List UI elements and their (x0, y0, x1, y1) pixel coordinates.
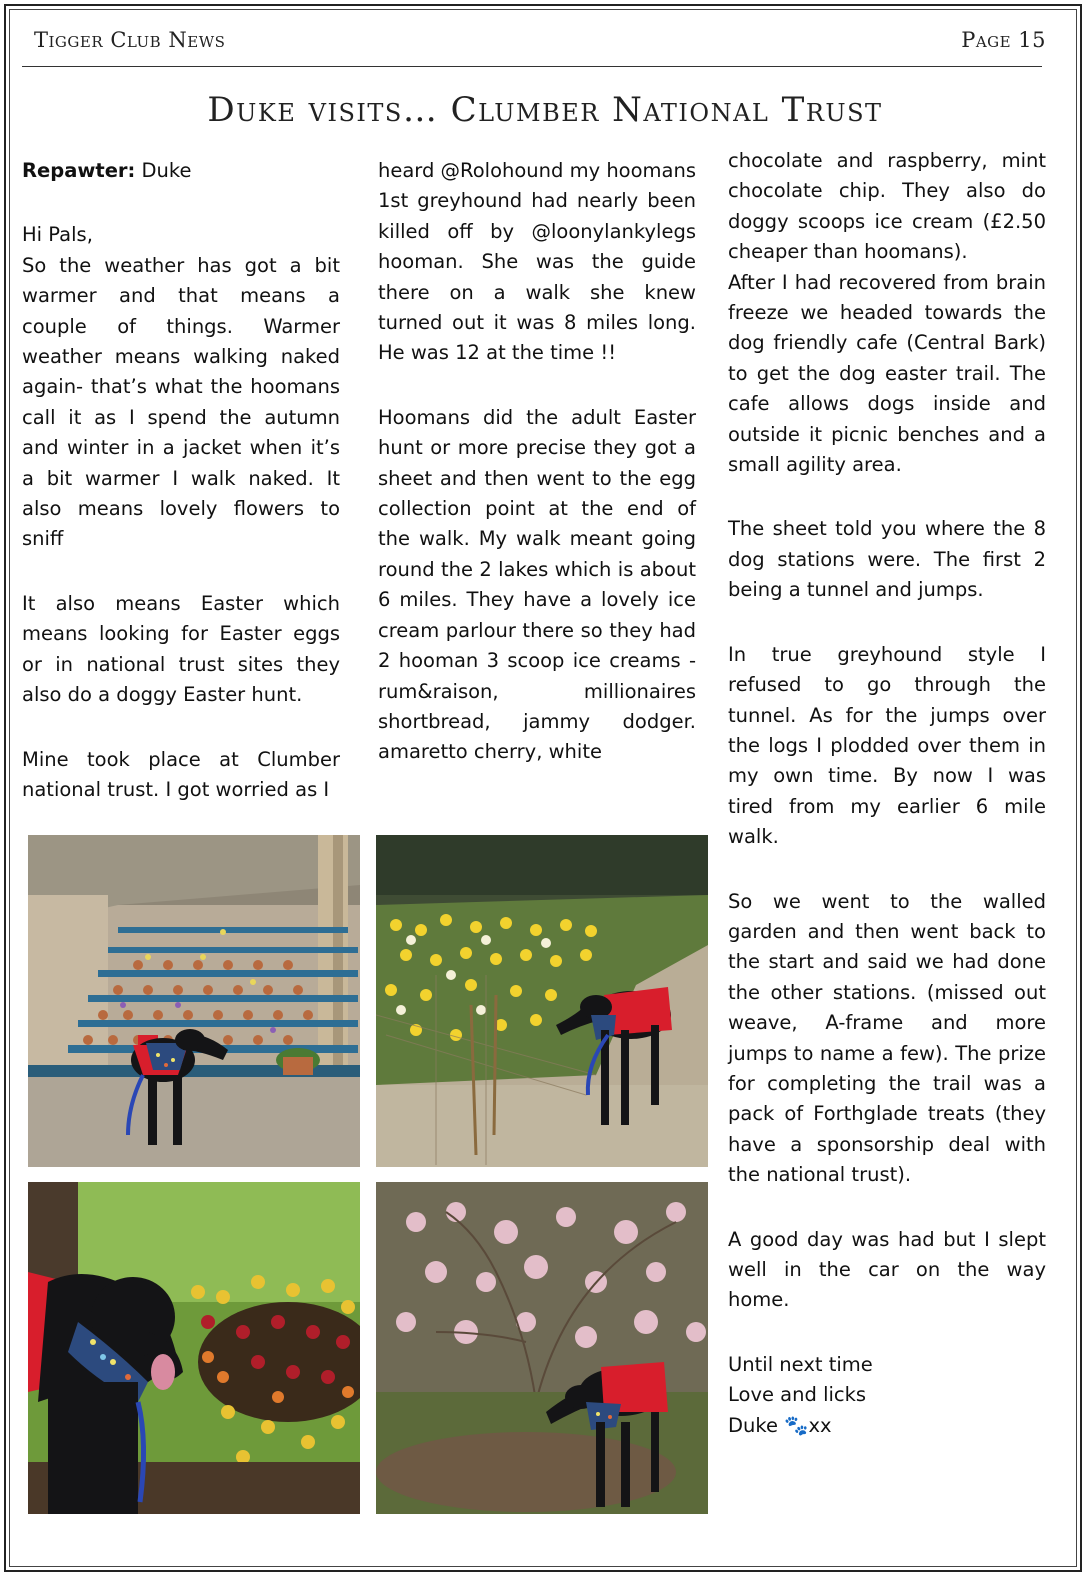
article-column-1 (22, 156, 340, 805)
photo-dog-flower-bed (28, 1182, 360, 1514)
article-title: Duke visits… Clumber National Trust (207, 90, 883, 130)
paragraph-gap (22, 711, 340, 745)
paragraph: After I had recovered from brain freeze we headed towards the dog friendly cafe (Central Bark) to get the dog easter trail. The cafe allows dogs inside and outside it picnic benches and a small agility area. (728, 270, 1046, 477)
greeting: Hi Pals, (22, 223, 93, 247)
paragraph: In true greyhound style I refused to go through the tunnel. As for the jumps over the logs I plodded over them in my own time. By now I was tired from my earlier 6 mile walk. (728, 642, 1046, 849)
paragraph: So the weather has got a bit warmer and that means a couple of things. Warmer weather means walking naked again- that’s what the hoomans call it as I spend the autumn and winter in a jacket when it’s a bit warmer I walk naked. It also means lovely flowers to sniff (22, 253, 340, 551)
reporter-line (22, 156, 340, 186)
paragraph: heard @Rolohound my hoomans 1st greyhound had nearly been killed off by @loonylankylegs hooman. She was the guide there on a walk she knew turned out it was 8 miles long. He was 12 at the time !! (378, 159, 697, 365)
paragraph-gap (728, 853, 1046, 887)
sign-off: Love and licks (728, 1383, 867, 1407)
paragraph-gap (22, 555, 340, 589)
paragraph-gap (728, 1316, 1046, 1350)
reporter-label: Repawter: (22, 159, 136, 182)
paragraph-gap (728, 480, 1046, 514)
article-column-2 (378, 156, 696, 768)
photo-dog-daffodils (376, 835, 708, 1167)
paragraph-gap (22, 186, 340, 220)
article-column-3 (728, 146, 1046, 1441)
photo-dog-blossom-tree (376, 1182, 708, 1514)
paragraph: A good day was had but I slept well in the car on the way home. (728, 1227, 1046, 1312)
paragraph-gap (728, 606, 1046, 640)
paragraph: The sheet told you where the 8 dog stations were. The first 2 being a tunnel and jumps. (728, 517, 1046, 602)
page-number: Page 15 (961, 28, 1046, 52)
paragraph-gap (728, 1191, 1046, 1225)
signature: Duke 🐾xx (728, 1413, 832, 1437)
paragraph: So we went to the walled garden and then went back to the start and said we had done the other stations. (missed out weave, A-frame and more jumps to name a few). The prize for completing the trail was a pack of Forthglade treats (they have a sponsorship deal with the national trust). (728, 889, 1046, 1187)
header-rule (22, 66, 1042, 67)
paragraph: Mine took place at Clumber national trust. I got worried as I (22, 747, 340, 801)
photo-dog-flower-pot-shed (28, 835, 360, 1167)
publication-name: Tigger Club News (34, 28, 226, 52)
paragraph: Hoomans did the adult Easter hunt or more precise they got a sheet and then went to the egg collection point at the end of the walk. My walk meant going round the 2 lakes which is about 6 miles. They have a lovely ice cream parlour there so they had 2 hooman 3 scoop ice creams - rum&raison, millionaires shortbread, jammy dodger. amaretto cherry, white (378, 405, 696, 764)
paragraph: chocolate and raspberry, mint chocolate chip. They also do doggy scoops ice cream (£2.50 cheaper than hoomans). (728, 149, 1046, 264)
sign-off: Until next time (728, 1352, 873, 1376)
paragraph-gap (378, 369, 696, 403)
reporter-name: Duke (135, 159, 192, 182)
paragraph: It also means Easter which means looking for Easter eggs or in national trust sites they also do a doggy Easter hunt. (22, 591, 340, 707)
